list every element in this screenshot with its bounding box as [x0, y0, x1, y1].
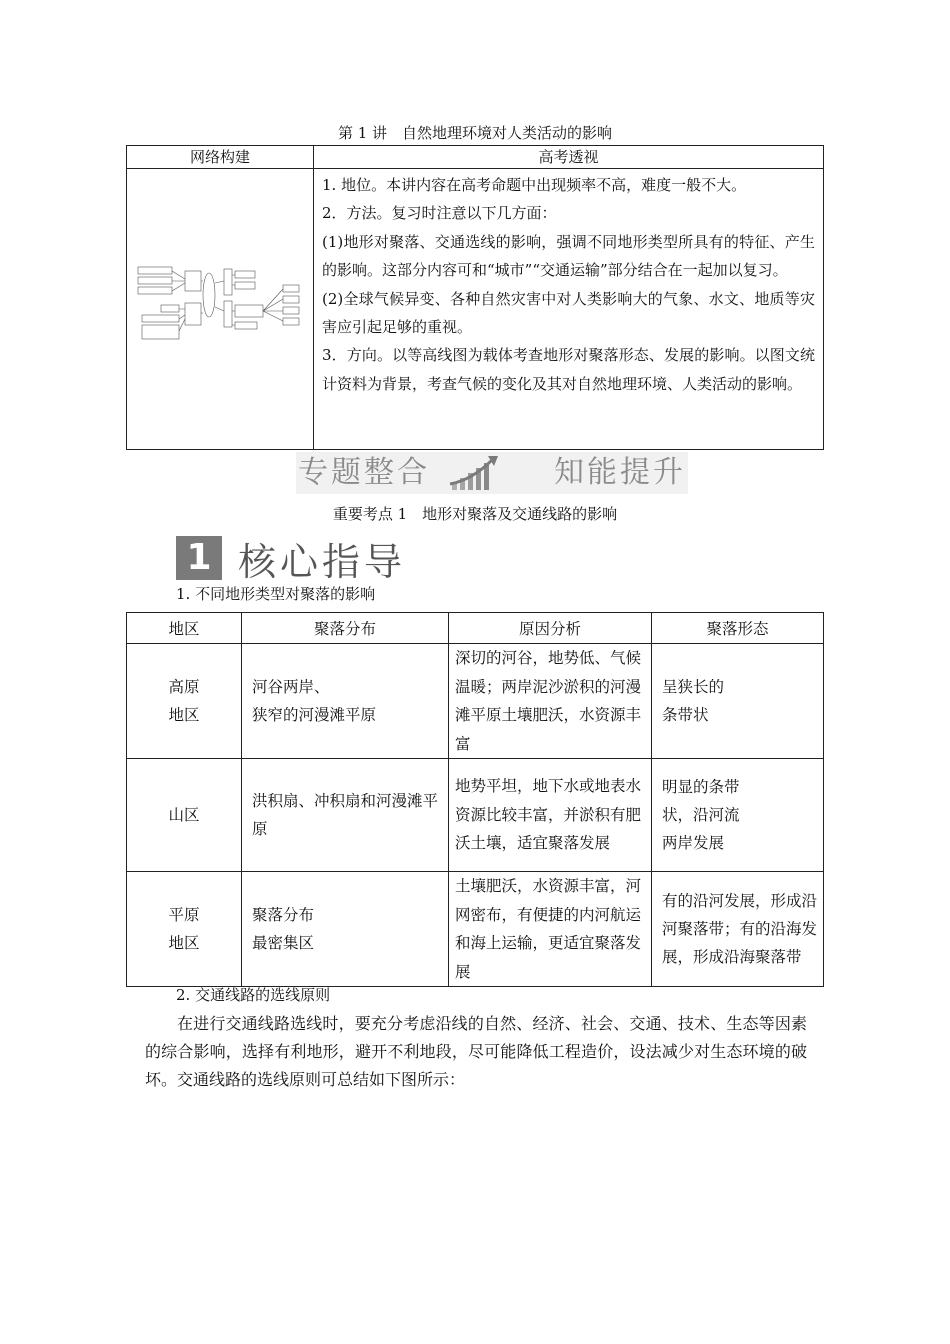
- banner-left-text: 专题整合: [298, 455, 430, 490]
- growth-arrow-icon: [448, 454, 500, 492]
- region-cell: 山区: [127, 759, 242, 872]
- insight-line: (1)地形对聚落、交通选线的影响，强调不同地形类型所具有的特征、产生的影响。这部分内容可和“城市”“交通运输”部分结合在一起加以复习。: [322, 232, 815, 280]
- insight-line: 2．方法。复习时注意以下几方面：: [322, 204, 557, 223]
- core-guidance-title: 核心指导: [238, 540, 407, 584]
- section2-title: 2. 交通线路的选线原则: [176, 986, 331, 1004]
- banner-right-text: 知能提升: [554, 455, 686, 490]
- concept-map-image: [137, 263, 305, 343]
- distribution-cell: 洪积扇、冲积扇和河漫滩平原: [242, 759, 449, 872]
- reason-cell: 地势平坦，地下水或地表水资源比较丰富，并淤积有肥沃土壤，适宜聚落发展: [449, 759, 652, 872]
- distribution-cell: 河谷两岸、 狭窄的河漫滩平原: [242, 644, 449, 759]
- table-header: 聚落分布: [242, 613, 449, 644]
- form-cell: 有的沿河发展，形成沿河聚落带；有的沿海发展，形成沿海聚落带: [652, 872, 824, 987]
- region-cell: 高原 地区: [127, 644, 242, 759]
- overview-header-right: 高考透视: [314, 146, 824, 169]
- table-row: [127, 759, 824, 872]
- overview-table: [126, 145, 824, 450]
- table-row: [127, 644, 824, 759]
- core-number-badge: 1: [176, 536, 222, 580]
- section-banner: [296, 452, 688, 494]
- insight-line: 3．方向。以等高线图为载体考查地形对聚落形态、发展的影响。以图文统计资料为背景，考查气候的变化及其对自然地理环境、人类活动的影响。: [322, 346, 815, 393]
- reason-cell: 深切的河谷，地势低、气候温暖；两岸泥沙淤积的河漫滩平原土壤肥沃，水资源丰富: [449, 644, 652, 759]
- overview-header-left: 网络构建: [127, 146, 314, 169]
- region-cell: 平原 地区: [127, 872, 242, 987]
- section1-title: 1. 不同地形类型对聚落的影响: [176, 585, 376, 603]
- reason-cell: 土壤肥沃，水资源丰富，河网密布，有便捷的内河航运和海上运输，更适宜聚落发展: [449, 872, 652, 987]
- distribution-cell: 聚落分布 最密集区: [242, 872, 449, 987]
- key-point-heading: 重要考点 1 地形对聚落及交通线路的影响: [332, 505, 618, 523]
- table-row: [127, 872, 824, 987]
- section2-paragraph: 在进行交通线路选线时，要充分考虑沿线的自然、经济、社会、交通、技术、生态等因素的综合影响，选择有利地形，避开不利地段，尽可能降低工程造价，设法减少对生态环境的破坏。交通线路的选线原则可总结如下图所示：: [145, 1014, 807, 1089]
- settlement-table: [126, 612, 824, 987]
- network-diagram-cell: [127, 169, 314, 450]
- insight-line: (2)全球气候异变、各种自然灾害中对人类影响大的气象、水文、地质等灾害应引起足够的重视。: [322, 289, 815, 337]
- form-cell: 明显的条带 状，沿河流 两岸发展: [652, 759, 824, 872]
- form-cell: 呈狭长的 条带状: [652, 644, 824, 759]
- table-header-row: [127, 613, 824, 644]
- table-header: 地区: [127, 613, 242, 644]
- insight-line: 1. 地位。本讲内容在高考命题中出现频率不高，难度一般不大。: [322, 176, 747, 194]
- table-header: 原因分析: [449, 613, 652, 644]
- exam-insight-cell: [314, 169, 824, 450]
- lecture-title: 第 1 讲 自然地理环境对人类活动的影响: [337, 124, 613, 142]
- table-header: 聚落形态: [652, 613, 824, 644]
